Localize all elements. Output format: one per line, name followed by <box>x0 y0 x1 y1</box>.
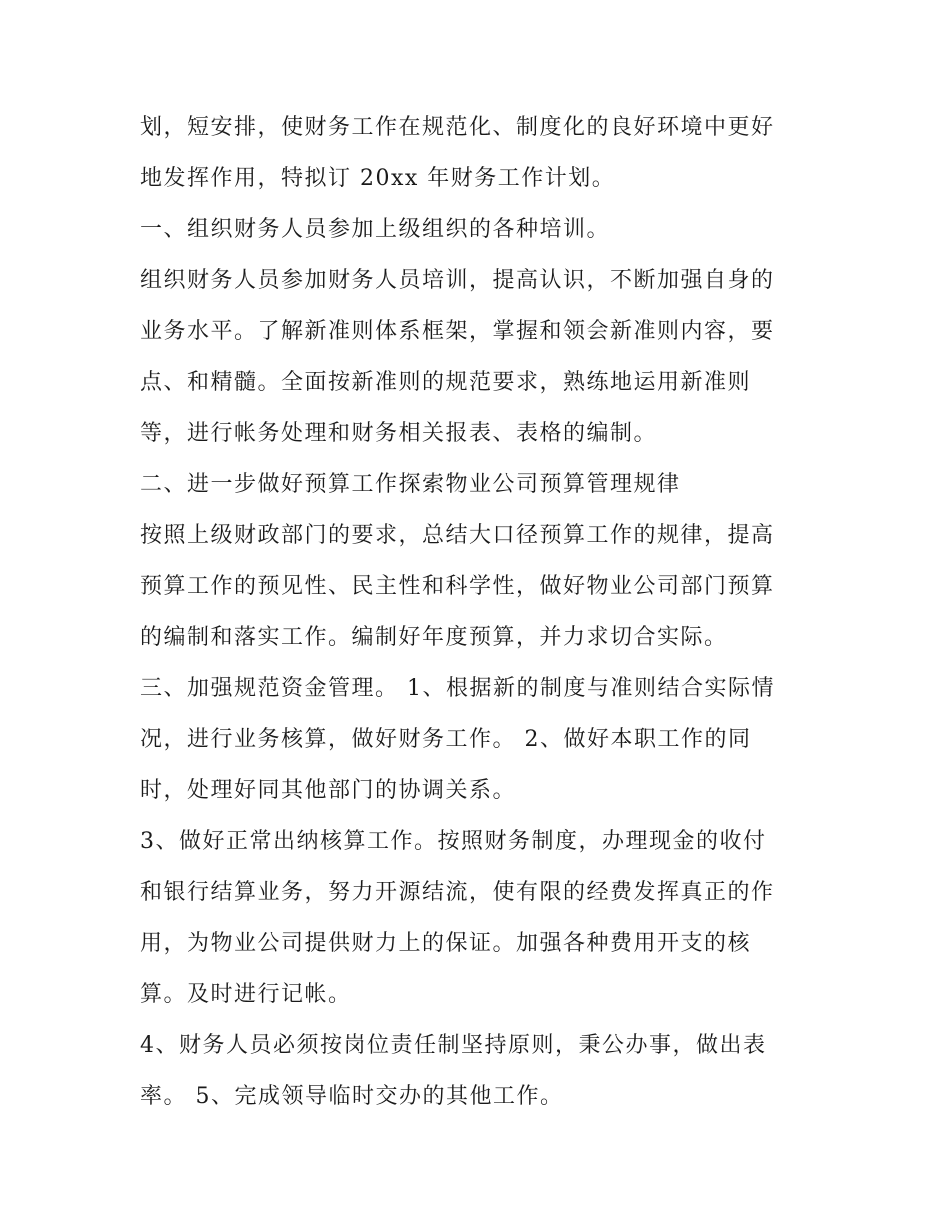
section-heading: 一、组织财务人员参加上级组织的各种培训。 <box>140 217 611 242</box>
text-line: 时，处理好同其他部门的协调关系。 <box>140 778 517 803</box>
text-line: 率。 5、完成领导临时交办的其他工作。 <box>140 1084 564 1109</box>
text-line: 等，进行帐务处理和财务相关报表、表格的编制。 <box>140 421 658 446</box>
text-line: 和银行结算业务，努力开源结流，使有限的经费发挥真正的作 <box>140 880 775 905</box>
section-heading: 三、加强规范资金管理。 1、根据新的制度与准则结合实际情 <box>140 676 775 701</box>
text-line: 预算工作的预见性、民主性和科学性，做好物业公司部门预算 <box>140 574 775 599</box>
text-line: 组织财务人员参加财务人员培训，提高认识，不断加强自身的 <box>140 268 775 293</box>
text-line: 按照上级财政部门的要求，总结大口径预算工作的规律，提高 <box>140 523 775 548</box>
text-line: 点、和精髓。全面按新准则的规范要求，熟练地运用新准则 <box>140 370 752 395</box>
document-body <box>140 102 820 1122</box>
section-heading: 二、进一步做好预算工作探索物业公司预算管理规律 <box>140 472 681 497</box>
text-line: 4、财务人员必须按岗位责任制坚持原则，秉公办事，做出表 <box>140 1033 767 1058</box>
text-line: 算。及时进行记帐。 <box>140 982 352 1007</box>
text-line: 用，为物业公司提供财力上的保证。加强各种费用开支的核 <box>140 931 752 956</box>
text-line: 况，进行业务核算，做好财务工作。 2、做好本职工作的同 <box>140 727 752 752</box>
text-line: 业务水平。了解新准则体系框架，掌握和领会新准则内容，要 <box>140 319 775 344</box>
text-line: 地发挥作用，特拟订 20xx 年财务工作计划。 <box>140 166 616 191</box>
text-line: 3、做好正常出纳核算工作。按照财务制度，办理现金的收付 <box>140 829 767 854</box>
text-line: 划，短安排，使财务工作在规范化、制度化的良好环境中更好 <box>140 115 775 140</box>
text-line: 的编制和落实工作。编制好年度预算，并力求切合实际。 <box>140 625 728 650</box>
